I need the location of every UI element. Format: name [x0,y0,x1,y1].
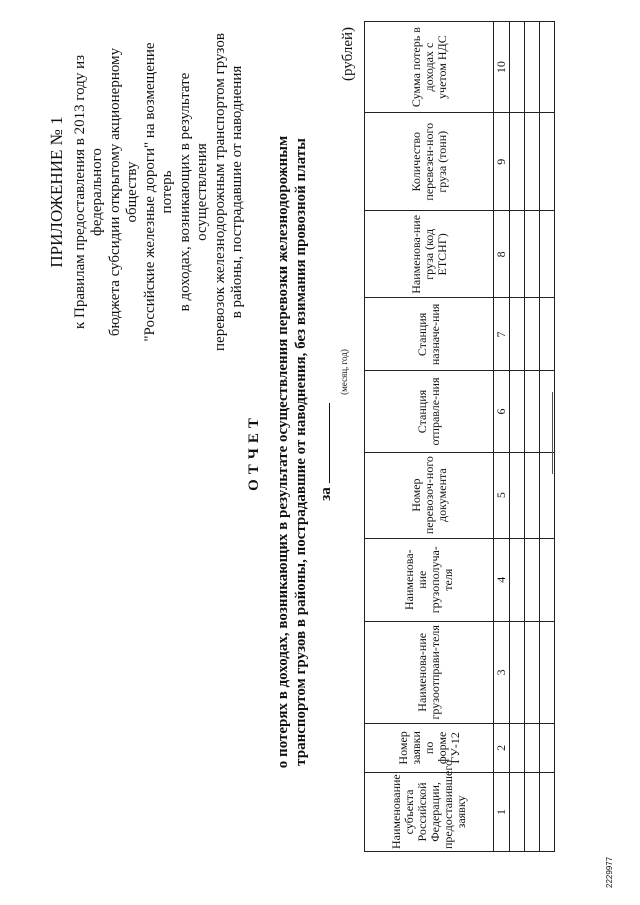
table-cell [525,621,540,723]
table-cell [510,538,525,621]
column-number: 1 [494,772,510,851]
table-cell [525,298,540,371]
subtitle-line: о потерях в доходах, возникающих в результате осуществления перевозки железнодорожным [275,135,291,769]
report-title: ОТЧЕТ [246,413,262,491]
table-cell [540,211,555,298]
header-cell: Наименование субъекта Российской Федерации, предоставившего заявку [365,772,494,851]
report-table [364,21,555,852]
table-cell [525,22,540,113]
table-cell [540,538,555,621]
header-cell: Номер заявки по форме ГУ-12 [365,723,494,772]
table-header-row [365,22,494,852]
column-number: 8 [494,211,510,298]
table-row [510,22,525,852]
column-number: 7 [494,298,510,371]
period-hint: (месяц, год) [339,349,349,395]
table-cell [510,371,525,452]
column-number: 2 [494,723,510,772]
appendix-block [48,32,247,352]
header-cell: Количество перевезен-ного груза (тонн) [365,113,494,211]
header-cell: Наименова-ние грузоотправи-теля [365,621,494,723]
table-cell [510,452,525,538]
table-cell [540,22,555,113]
column-number: 4 [494,538,510,621]
header-cell: Наименова-ние груза (код ЕТСНГ) [365,211,494,298]
table-cell [510,113,525,211]
table-cell [525,772,540,851]
column-number: 9 [494,113,510,211]
column-number: 6 [494,371,510,452]
header-cell: Станция отправле-ния [365,371,494,452]
table-cell [525,538,540,621]
report-period [318,12,335,892]
table-row [525,22,540,852]
signature-line [552,392,553,474]
appendix-line: бюджета субсидии открытому акционерному обществу [106,47,140,337]
table-cell [510,772,525,851]
currency-label: (рублей) [340,26,356,81]
table-cell [525,211,540,298]
table-cell [540,298,555,371]
period-prefix: за [318,487,334,501]
appendix-line: перевозок железнодорожным транспортом грузов [211,33,228,351]
table-cell [540,723,555,772]
appendix-line: "Российские железные дороги" на возмещение потерь [141,42,175,342]
table-cell [510,22,525,113]
table-cell [525,723,540,772]
table-cell [540,113,555,211]
table-cell [525,113,540,211]
header-cell: Станция назначе-ния [365,298,494,371]
table-cell [540,772,555,851]
column-number: 10 [494,22,510,113]
header-cell: Номер перевозоч-ного документа [365,452,494,538]
table-cell [510,723,525,772]
column-number: 5 [494,452,510,538]
table-cell [510,298,525,371]
margin-code: 2229977 [605,856,614,888]
period-blank-line [329,403,330,483]
table-cell [540,621,555,723]
header-cell: Сумма потерь в доходах с учетом НДС [365,22,494,113]
table-cell [510,621,525,723]
report-subtitle [274,82,310,822]
column-number: 3 [494,621,510,723]
table-cell [510,211,525,298]
appendix-title: ПРИЛОЖЕНИЕ № 1 [47,116,66,268]
table-cell [525,371,540,452]
appendix-line: к Правилам предоставления в 2013 году из федерального [71,54,105,330]
header-cell: Наименова-ние грузополуча-теля [365,538,494,621]
subtitle-line: транспортом грузов в районы, пострадавшие от наводнения, без взимания провозной платы [293,138,309,766]
rotated-page [20,12,620,892]
appendix-line: в районы, пострадавшие от наводнения [229,65,245,319]
appendix-line: в доходах, возникающих в результате осуществления [176,72,210,312]
table-cell [525,452,540,538]
column-number-row [494,22,510,852]
